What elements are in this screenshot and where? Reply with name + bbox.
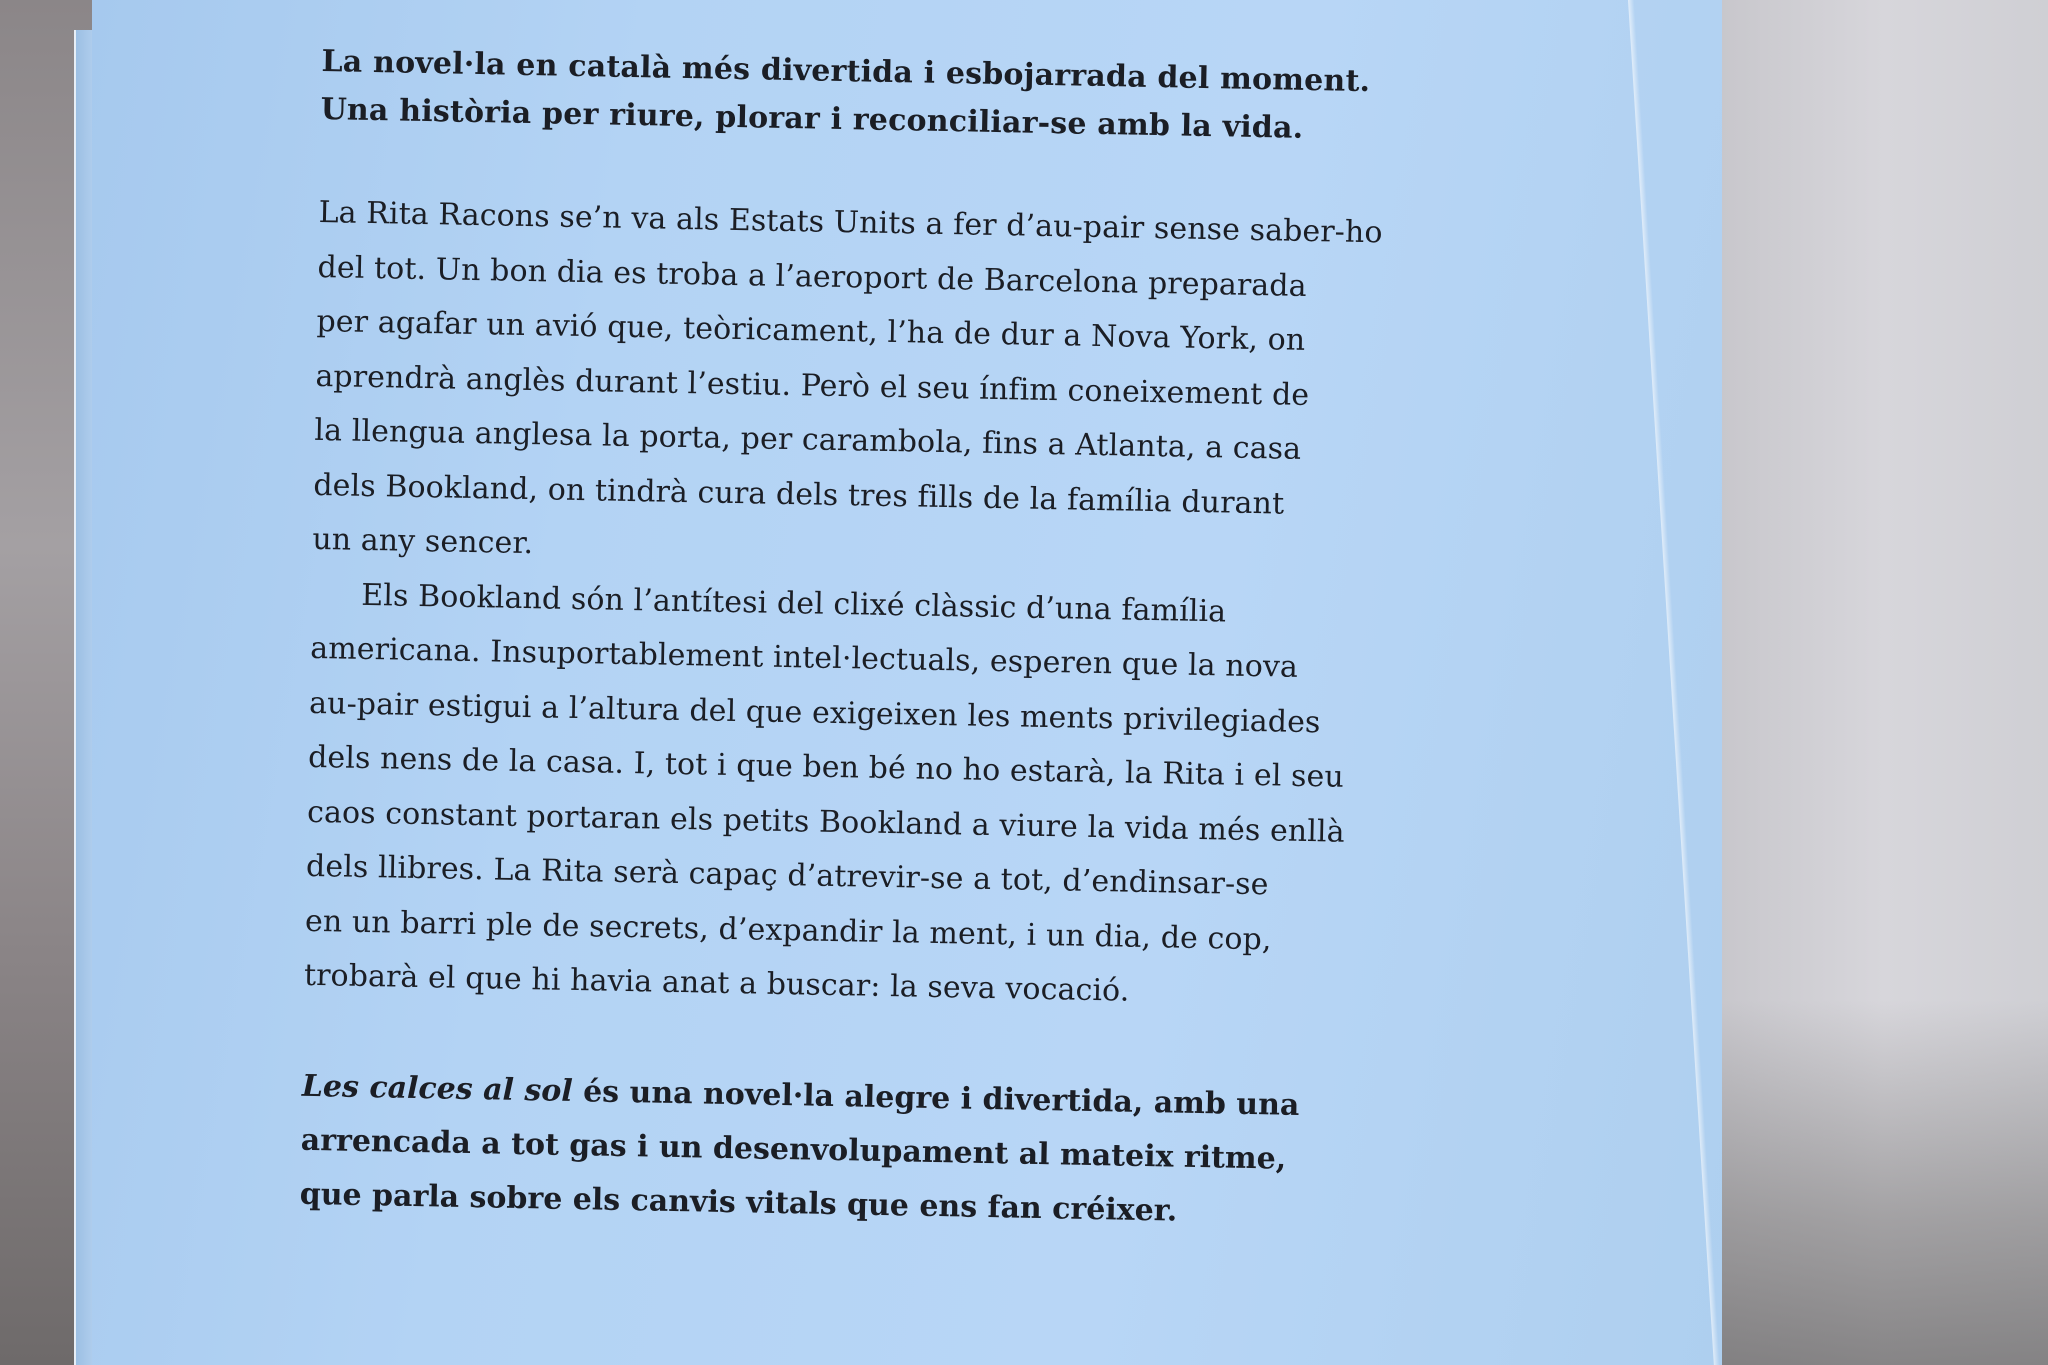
closing-line-rest: és una novel·la alegre i divertida, amb una xyxy=(572,1073,1300,1123)
text-line: Els Bookland són l’antítesi del clixé clàssic d’una família xyxy=(360,577,1227,629)
text-line: aprendrà anglès durant l’estiu. Però el seu ínfim coneixement de xyxy=(315,358,1310,413)
text-line: americana. Insuportablement intel·lectuals, esperen que la nova xyxy=(309,630,1299,685)
text-line: per agafar un avió que, teòricament, l’ha de dur a Nova York, on xyxy=(316,303,1306,358)
book-title: Les calces al sol xyxy=(301,1068,574,1109)
text-line: au-pair estigui a l’altura del que exigeixen les ments privilegiades xyxy=(308,685,1321,740)
text-line: la llengua anglesa la porta, per carambola, fins a Atlanta, a casa xyxy=(314,412,1302,467)
synopsis-paragraph-1 xyxy=(312,186,1469,590)
text-line: La Rita Racons se’n va als Estats Units a fer d’au-pair sense saber-ho xyxy=(318,194,1383,251)
text-line: del tot. Un bon dia es troba a l’aeroport de Barcelona preparada xyxy=(317,249,1307,304)
text-line: en un barri ple de secrets, d’expandir la ment, i un dia, de cop, xyxy=(304,903,1272,957)
text-line: dels Bookland, on tindrà cura dels tres fills de la família durant xyxy=(313,467,1285,522)
closing-line: arrencada a tot gas i un desenvolupament al mateix ritme, xyxy=(300,1122,1287,1177)
closing-paragraph xyxy=(299,1059,1452,1243)
text-line: caos constant portaran els petits Bookland a viure la vida més enllà xyxy=(306,794,1345,850)
text-line: dels llibres. La Rita serà capaç d’atrevir-se a tot, d’endinsar-se xyxy=(305,848,1269,903)
blurb-text xyxy=(299,38,1472,1243)
lead-line: Una història per riure, plorar i reconciliar-se amb la vida. xyxy=(320,91,1304,146)
synopsis-paragraph-2 xyxy=(303,567,1461,1025)
closing-line: que parla sobre els canvis vitals que ens fan créixer. xyxy=(299,1176,1178,1229)
text-line: trobarà el que hi havia anat a buscar: la seva vocació. xyxy=(303,957,1130,1009)
lead-line: La novel·la en català més divertida i esbojarrada del moment. xyxy=(321,43,1371,100)
text-line: un any sencer. xyxy=(312,521,534,562)
text-line: dels nens de la casa. I, tot i que ben bé no ho estarà, la Rita i el seu xyxy=(307,739,1345,795)
